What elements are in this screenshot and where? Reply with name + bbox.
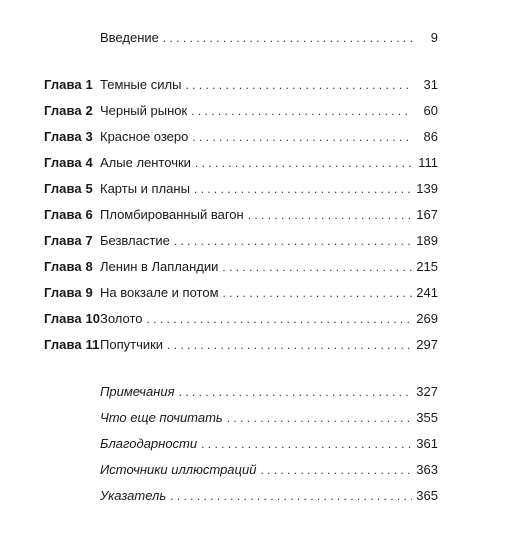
toc-entry[interactable] [100, 283, 438, 303]
entry-title: На вокзале и потом [100, 283, 223, 303]
page-number: 215 [412, 257, 438, 277]
dot-leader [163, 28, 412, 48]
chapter-label: Глава 8 [44, 259, 93, 274]
entry-title: Красное озеро [100, 127, 192, 147]
page-number: 241 [412, 283, 438, 303]
page-number: 60 [412, 101, 438, 121]
entry-title: Указатель [100, 486, 170, 506]
dot-leader [191, 101, 412, 121]
dot-leader [179, 382, 412, 402]
toc-entry[interactable] [100, 205, 438, 225]
entry-title: Золото [100, 309, 147, 329]
toc-entry[interactable] [100, 486, 438, 506]
dot-leader [147, 309, 412, 329]
toc-entry[interactable] [100, 179, 438, 199]
entry-title: Источники иллюстраций [100, 460, 260, 480]
toc-entry[interactable] [100, 127, 438, 147]
entry-title: Благодарности [100, 434, 201, 454]
entry-title: Темные силы [100, 75, 185, 95]
dot-leader [227, 408, 412, 428]
page-number: 361 [412, 434, 438, 454]
toc-entry[interactable] [100, 257, 438, 277]
page-number: 327 [412, 382, 438, 402]
dot-leader [192, 127, 412, 147]
page-number: 9 [412, 28, 438, 48]
chapter-label: Глава 9 [44, 285, 93, 300]
chapter-label: Глава 10 [44, 311, 101, 326]
chapter-label: Глава 2 [44, 103, 93, 118]
toc-entry[interactable] [100, 28, 438, 48]
chapter-label: Глава 11 [44, 337, 100, 352]
toc-entry[interactable] [100, 101, 438, 121]
dot-leader [222, 257, 412, 277]
page-number: 167 [412, 205, 438, 225]
page-number: 189 [412, 231, 438, 251]
entry-title: Черный рынок [100, 101, 191, 121]
dot-leader [194, 179, 412, 199]
chapter-label: Глава 5 [44, 181, 93, 196]
page-number: 365 [412, 486, 438, 506]
page-number: 31 [412, 75, 438, 95]
chapter-label: Глава 4 [44, 155, 93, 170]
dot-leader [248, 205, 412, 225]
chapter-label: Глава 6 [44, 207, 93, 222]
toc-entry[interactable] [100, 75, 438, 95]
page-number: 363 [412, 460, 438, 480]
page-number: 355 [412, 408, 438, 428]
page-number: 111 [412, 153, 438, 173]
toc-entry[interactable] [100, 335, 438, 355]
entry-title: Карты и планы [100, 179, 194, 199]
entry-title: Введение [100, 28, 163, 48]
entry-title: Примечания [100, 382, 179, 402]
page-number: 139 [412, 179, 438, 199]
dot-leader [195, 153, 412, 173]
dot-leader [201, 434, 412, 454]
page-number: 269 [412, 309, 438, 329]
dot-leader [174, 231, 412, 251]
dot-leader [167, 335, 412, 355]
dot-leader [170, 486, 412, 506]
entry-title: Алые ленточки [100, 153, 195, 173]
dot-leader [185, 75, 412, 95]
toc-entry[interactable] [100, 408, 438, 428]
entry-title: Пломбированный вагон [100, 205, 248, 225]
entry-title: Безвластие [100, 231, 174, 251]
page-number: 297 [412, 335, 438, 355]
toc-entry[interactable] [100, 153, 438, 173]
chapter-label: Глава 3 [44, 129, 93, 144]
entry-title: Что еще почитать [100, 408, 227, 428]
entry-title: Попутчики [100, 335, 167, 355]
chapter-label: Глава 7 [44, 233, 93, 248]
toc-entry[interactable] [100, 231, 438, 251]
toc-entry[interactable] [100, 309, 438, 329]
chapter-label: Глава 1 [44, 77, 93, 92]
dot-leader [223, 283, 412, 303]
dot-leader [260, 460, 412, 480]
toc-entry[interactable] [100, 434, 438, 454]
page-number: 86 [412, 127, 438, 147]
toc-entry[interactable] [100, 460, 438, 480]
toc-entry[interactable] [100, 382, 438, 402]
entry-title: Ленин в Лапландии [100, 257, 222, 277]
